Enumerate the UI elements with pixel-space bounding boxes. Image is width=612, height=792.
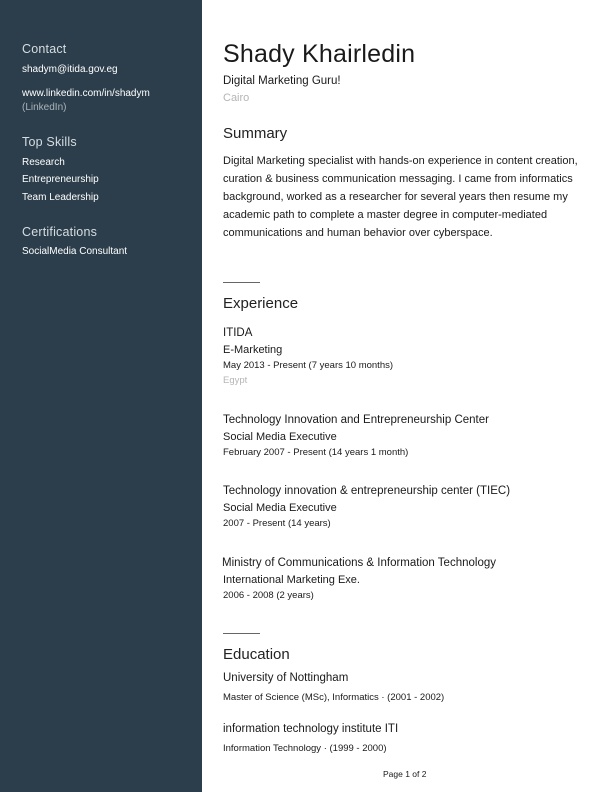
contact-heading: Contact bbox=[22, 42, 67, 56]
education-title: Education bbox=[223, 646, 290, 663]
education-degree: Information Technology · (1999 - 2000) bbox=[223, 743, 387, 754]
certifications-heading: Certifications bbox=[22, 225, 98, 239]
experience-role: Social Media Executive bbox=[223, 431, 337, 443]
section-divider bbox=[223, 282, 260, 283]
education-degree: Master of Science (MSc), Informatics · (2001 - 2002) bbox=[223, 692, 445, 703]
experience-dates: May 2013 - Present (7 years 10 months) bbox=[223, 360, 394, 371]
linkedin-link[interactable]: www.linkedin.com/in/shadym bbox=[22, 88, 150, 99]
person-name: Shady Khairledin bbox=[223, 40, 416, 68]
experience-dates: 2006 - 2008 (2 years) bbox=[223, 590, 314, 601]
section-divider bbox=[223, 633, 260, 634]
experience-role: Social Media Executive bbox=[223, 502, 337, 514]
experience-dates: February 2007 - Present (14 years 1 month) bbox=[223, 447, 409, 458]
linkedin-label: (LinkedIn) bbox=[22, 102, 67, 113]
experience-role: International Marketing Exe. bbox=[223, 574, 360, 586]
experience-title: Experience bbox=[223, 295, 299, 312]
education-school: information technology institute ITI bbox=[223, 723, 399, 735]
skill-item: Team Leadership bbox=[22, 192, 99, 203]
experience-company: Technology innovation & entrepreneurship center (TIEC) bbox=[223, 485, 511, 497]
skill-item: Research bbox=[22, 157, 65, 168]
certification-item: SocialMedia Consultant bbox=[22, 246, 128, 257]
location: Cairo bbox=[223, 92, 250, 104]
experience-role: E-Marketing bbox=[223, 344, 283, 356]
skill-item: Entrepreneurship bbox=[22, 174, 99, 185]
experience-company: Technology Innovation and Entrepreneurship Center bbox=[223, 414, 489, 426]
skills-heading: Top Skills bbox=[22, 135, 77, 149]
page-number: Page 1 of 2 bbox=[383, 769, 427, 779]
experience-company: ITIDA bbox=[223, 327, 253, 339]
summary-title: Summary bbox=[223, 125, 288, 142]
contact-email[interactable]: shadym@itida.gov.eg bbox=[22, 64, 118, 75]
experience-dates: 2007 - Present (14 years) bbox=[223, 518, 331, 529]
experience-location: Egypt bbox=[223, 375, 248, 386]
experience-company: Ministry of Communications & Information Technology bbox=[222, 557, 496, 569]
summary-text: Digital Marketing specialist with hands-on experience in content creation, curation & business communication messaging. I came from informatics background, worked as a researcher for several years then resume my academic path to complete a master degree in computer-mediated communications and human behavior over cyberspace. bbox=[223, 155, 578, 239]
education-school: University of Nottingham bbox=[223, 672, 349, 684]
headline: Digital Marketing Guru! bbox=[223, 75, 341, 87]
